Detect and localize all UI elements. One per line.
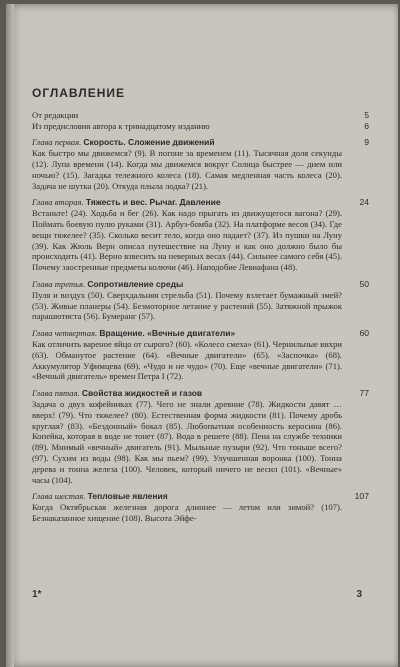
chapter-entry [32, 197, 369, 273]
chapter-items: Как отличить вареное яйцо от сырого? (60). «Колесо смеха» (61). Чернильные вихри (63). Обманутое растение (64). «Вечные двигатели» (65). «Заспочка» (68). Аккумулятор Уфимцева (69). «Чудо и не чудо» (70). Еще «вечные двигатели» (71). «Вечный двигатель» времен Петра I (72). [32, 338, 342, 382]
chapter-page: 77 [359, 388, 369, 399]
toc-intro-text: Из предисловия автора к тринадцатому изданию [32, 120, 210, 131]
chapter-title: Тяжесть и вес. Рычаг. Давление [85, 197, 221, 208]
table-of-contents [32, 86, 369, 524]
toc-intro-row [32, 120, 369, 132]
chapter-items: Задача о двух кофейниках (77). Чего не знали древние (78). Жидкости давят … вверх! (79). Что тяжелее? (80). Естественная форма жидкости (81). Почему дробь круглая? (83). «Бездонный» бокал (85). Любопытная особенность керосина (86). Копейка, которая в воде не тонет (87). Вода в решете (88). Пена на службе техники (89). Мнимый «вечный» двигатель (91). Мыльные пузыри (92). Что тоньше всего? (97). Сухим из воды (98). Как мы пьем? (99). Улучшенная воронка (100). Тонна дерева и тонна железа (100). Человек, который ничего не весил (101). «Вечные» часы (104). [32, 398, 342, 485]
chapter-entry [32, 388, 369, 485]
chapter-label: Глава четвертая. [32, 328, 98, 339]
chapter-page: 50 [359, 278, 369, 289]
chapter-title: Вращение. «Вечные двигатели» [99, 328, 236, 339]
chapter-label: Глава пятая. [32, 388, 80, 399]
chapter-title: Тепловые явления [87, 491, 168, 502]
book-page [6, 4, 398, 667]
book-spine-shadow [6, 4, 14, 667]
toc-heading: ОГЛАВЛЕНИЕ [32, 86, 126, 100]
chapter-entry [32, 137, 369, 191]
chapter-page: 9 [364, 137, 369, 148]
chapter-items: Встаньте! (24). Ходьба и бег (26). Как надо прыгать из движущегося вагона? (29). Поймать боевую пулю руками (31). Арбуз-бомба (32). На платформе весов (34). Где вещи тяжелее? (35). Сколько весит тело, когда оно падает? (37). Из пушки на Луну (39). Как Жюль Верн описал путешествие на Луну и как оно должно было бы происходить (41). Верно взвесить на неверных весах (44). Сильнее самого себя (45). Почему заостренные предметы колючи (46). Наподобие Левиафана (48). [32, 208, 342, 273]
page-footer [32, 589, 362, 600]
toc-intro-page: 6 [364, 120, 369, 131]
toc-intro-row [32, 109, 369, 121]
chapter-title: Сопротивление среды [87, 278, 184, 289]
chapter-label: Глава вторая. [32, 197, 84, 208]
signature-mark: 1* [32, 589, 42, 600]
page-number: 3 [356, 589, 362, 600]
chapter-label: Глава третья. [32, 278, 86, 289]
chapter-page: 60 [359, 328, 369, 339]
chapter-page: 107 [354, 491, 369, 502]
chapter-items: Как быстро мы движемся? (9). В погоне за временем (11). Тысячная доля секунды (12). Лупа времени (14). Когда мы движемся вокруг Солнца быстрее — днем или ночью? (15). Загадка тележного колеса (18). Самая медленная часть колеса (20). Задача не шутка (20). Откуда плыла лодка? (21). [32, 148, 342, 191]
chapter-items: Пуля и воздух (50). Сверхдальняя стрельба (51). Почему взлетает бумажный змей? (53). Живые планеры (54). Безмоторное летание у растений (55). Затяжной прыжок парашютиста (56). Бумеранг (57). [32, 289, 342, 322]
chapter-label: Глава шестая. [32, 491, 86, 502]
chapter-entry [32, 278, 369, 322]
chapter-page: 24 [359, 197, 369, 208]
chapter-entry [32, 491, 369, 523]
chapter-items: Когда Октябрьская железная дорога длиннее — летом или зимой? (107). Безнаказанное хищение (108). Высота Эйфе- [32, 502, 342, 523]
chapter-title: Скорость. Сложение движений [83, 137, 215, 148]
toc-intro-page: 5 [364, 109, 369, 120]
toc-intro-text: От редакции [32, 109, 79, 120]
chapter-title: Свойства жидкостей и газов [81, 388, 203, 399]
chapter-label: Глава первая. [32, 137, 82, 148]
chapter-entry [32, 328, 369, 382]
